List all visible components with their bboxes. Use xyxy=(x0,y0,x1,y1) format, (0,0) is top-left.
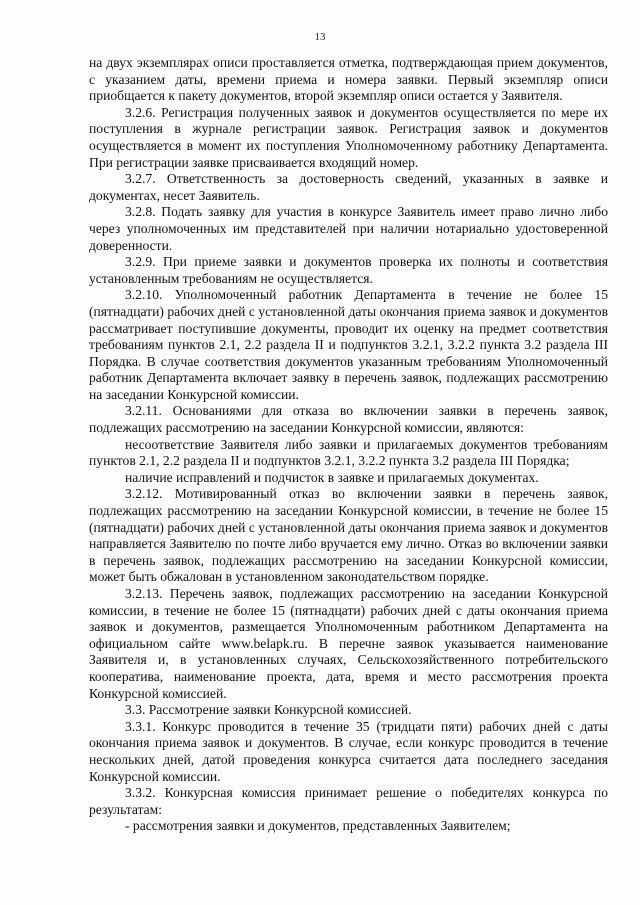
paragraph: 3.2.7. Ответственность за достоверность сведений, указанных в заявке и документах, несет Заявитель. xyxy=(89,171,608,203)
paragraph: 3.2.11. Основаниями для отказа во включении заявки в перечень заявок, подлежащих рассмотрению на заседании Конкурсной комиссии, являются: xyxy=(89,403,608,436)
paragraph: 3.2.9. При приеме заявки и документов проверка их полноты и соответствия установленным требованиям не осуществляется. xyxy=(89,254,608,286)
paragraph: на двух экземплярах описи проставляется отметка, подтверждающая прием документов, с указанием даты, времени приема и номера заявки. Первый экземпляр описи приобщается к пакету документов, второй экземпляр описи остается у Заявителя. xyxy=(89,55,608,104)
list-item: - рассмотрения заявки и документов, представленных Заявителем; xyxy=(125,818,511,834)
page-number: 13 xyxy=(314,31,326,43)
paragraph: 3.2.12. Мотивированный отказ во включении заявки в перечень заявок, подлежащих рассмотрению на заседании Конкурсной комиссии, в течение не более 15 (пятнадцати) рабочих дней с установленной даты окончания приема заявок и документов направляется Заявителю по почте либо вручается ему лично. Отказ во включении заявки в перечень заявок, подлежащих рассмотрению на заседании Конкурсной комиссии, может быть обжалован в установленном законодательством порядке. xyxy=(89,486,608,585)
paragraph: 3.3.2. Конкурсная комиссия принимает решение о победителях конкурса по результатам: xyxy=(89,785,608,817)
paragraph: 3.3.1. Конкурс проводится в течение 35 (тридцати пяти) рабочих дней с даты окончания приема заявок и документов. В случае, если конкурс проводится в течение нескольких дней, датой проведения конкурса считается дата последнего заседания Конкурсной комиссии. xyxy=(89,718,608,784)
section-heading: 3.3. Рассмотрение заявки Конкурсной комиссией. xyxy=(125,702,412,718)
paragraph: 3.2.10. Уполномоченный работник Департамента в течение не более 15 (пятнадцати) рабочих дней с установленной даты окончания приема заявок и документов рассматривает поступившие документы, проводит их оценку на предмет соответствия требованиям пунктов 2.1, 2.2 раздела II и подпунктов 3.2.1, 3.2.2 пункта 3.2 раздела III Порядка. В случае соответствия документов указанным требованиям Уполномоченный работник Департамента включает заявку в перечень заявок, подлежащих рассмотрению на заседании Конкурсной комиссии. xyxy=(89,287,608,402)
paragraph: 3.2.13. Перечень заявок, подлежащих рассмотрению на заседании Конкурсной комиссии, в течение не более 15 (пятнадцати) рабочих дней с даты окончания приема заявок и документов, размещается Уполномоченным работником Департамента на официальном сайте www.belapk.ru. В перечне заявок указывается наименование Заявителя и, в установленных случаях, Сельскохозяйственного потребительского кооператива, наименование проекта, дата, время и место рассмотрения проекта Конкурсной комиссией. xyxy=(89,586,608,701)
paragraph: 3.2.8. Подать заявку для участия в конкурсе Заявитель имеет право лично либо через уполномоченных им представителей при наличии нотариально удостоверенной доверенности. xyxy=(89,204,608,253)
document-body xyxy=(89,55,608,835)
paragraph: 3.2.6. Регистрация полученных заявок и документов осуществляется по мере их поступления в журнале регистрации заявок. Регистрация заявок и документов осуществляется в момент их поступления Уполномоченному работнику Департамента. При регистрации заявке присваивается входящий номер. xyxy=(89,104,608,170)
paragraph: несоответствие Заявителя либо заявки и прилагаемых документов требованиям пунктов 2.1, 2.2 раздела II и подпунктов 3.2.1, 3.2.2 пункта 3.2 раздела III Порядка; xyxy=(89,436,608,469)
paragraph: наличие исправлений и подчисток в заявке и прилагаемых документах. xyxy=(125,469,539,485)
